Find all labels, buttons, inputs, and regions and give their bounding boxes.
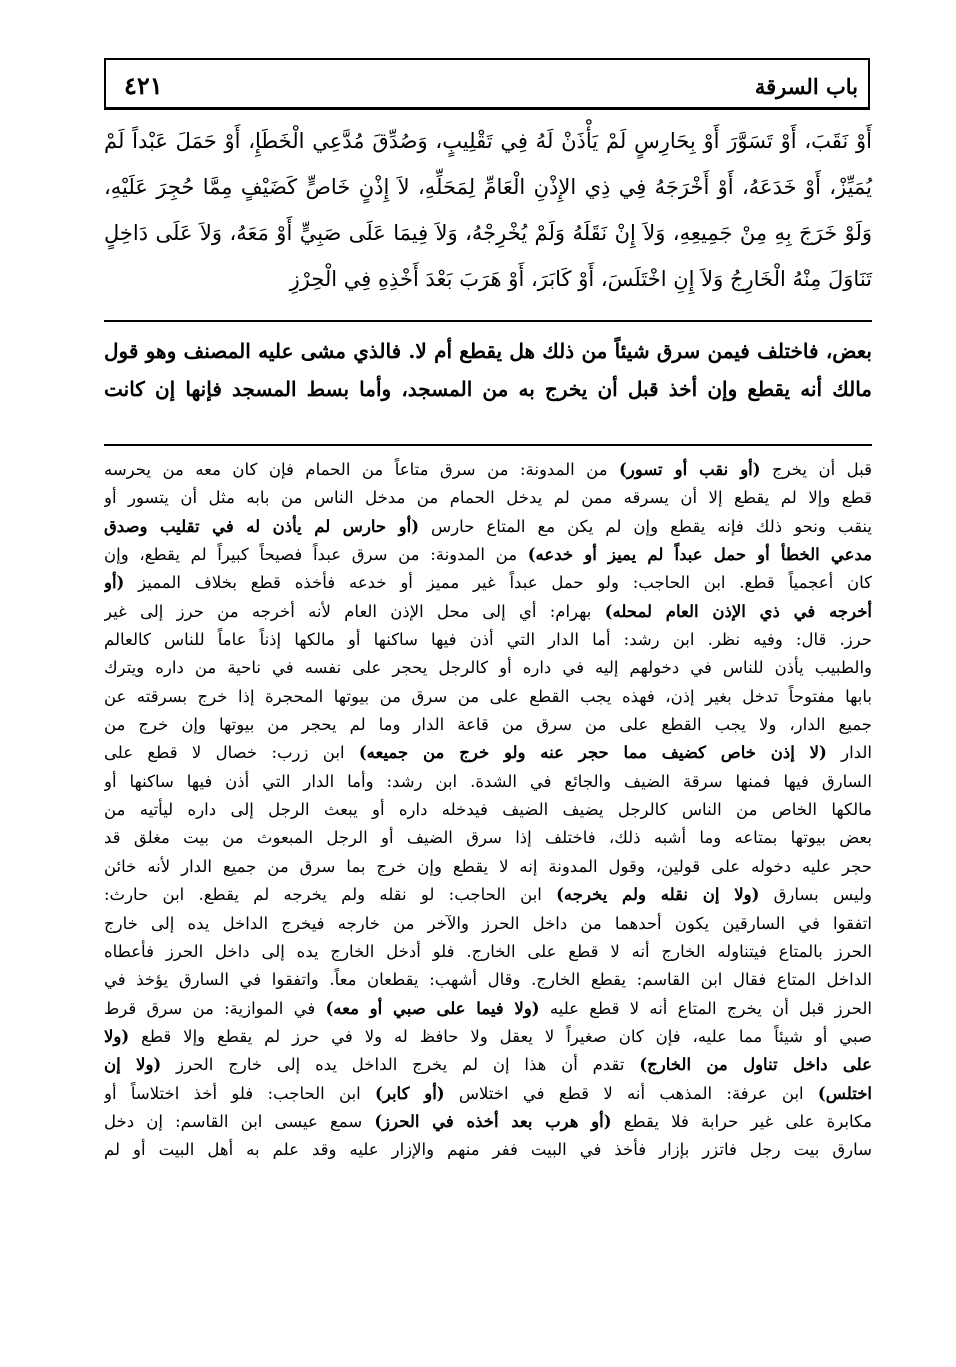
sharh-line: مالك أنه يقطع وإن أخذ قبل أن يخرج به من المسجد، وأما بسط المسجد فإنها إن كانت bbox=[104, 377, 872, 401]
matn-quote: أخرجه في ذي الإذن العام لمحله) bbox=[604, 601, 872, 621]
matn-quote: (أو نقب أو تسور) bbox=[619, 460, 761, 479]
commentary-segment: جميع الدار، ولا يجب القطع على من سرق من قاعة الدار وما لم يحجر من بيوتها وإن خرج من bbox=[104, 715, 872, 735]
hashiya-line bbox=[104, 1023, 872, 1051]
matn-quote: (ولا إن نقله ولم يخرجه) bbox=[556, 885, 760, 905]
matn-quote: (ولا فيما على صبي أو معه) bbox=[325, 998, 540, 1018]
commentary-segment: ينقب ونحو ذلك فإنه يقطع وإن لم يكن مع المتاع حارس bbox=[419, 516, 872, 536]
hashiya-line bbox=[104, 796, 872, 824]
commentary-segment: حرز. قال: وفيه نظر. ابن رشد: أما الدار التي أذن فيها ساكنها أو مالكها إذناً عاماً للناس كالعالم bbox=[104, 630, 872, 650]
hashiya-line bbox=[104, 1136, 872, 1164]
hashiya-line bbox=[104, 654, 872, 682]
hashiya-line bbox=[104, 910, 872, 938]
matn-quote: (ولا bbox=[104, 1026, 130, 1046]
hashiya-text bbox=[104, 456, 872, 1165]
matn-quote: (أو هرب بعد أخذه في الحرز) bbox=[374, 1111, 612, 1131]
matn-line: أَوْ نَقَبَ، أَوْ تَسَوَّرَ أَوْ بِحَارِسٍ لَمْ يَأْذَنْ لَهُ فِي تَقْلِيبٍ، وَصُدِّقَ مُدَّعِي الْخَطَإِ، أَوْ حَمَلَ عَبْداً لَمْ bbox=[104, 129, 872, 153]
commentary-segment: مالكها الخاص من الناس كالرجل يضيف الضيف فيدخله داره أو يبعث الرجل إلى داره ليأتيه من bbox=[104, 800, 872, 820]
matn-quote: (أو كابر) bbox=[375, 1083, 445, 1103]
hashiya-line bbox=[104, 768, 872, 796]
hashiya-line bbox=[104, 739, 872, 767]
matn-line: تَنَاوَلَ مِنْهُ الْخَارِجُ وَلاَ إِنِ اخْتَلَسَ، أَوْ كَابَرَ، أَوْ هَرَبَ بَعْدَ أَخْذِهِ فِي الْحِرْزِ bbox=[289, 267, 872, 291]
commentary-segment: حجر عليه دخوله على قولين، وقول المدونة إنه لا يقطع وإن خرج بما سرق من جميع الدار لأنه خائن bbox=[104, 856, 872, 876]
matn-quote: (ولا إن bbox=[104, 1055, 162, 1075]
hashiya-line bbox=[104, 881, 872, 909]
page-header bbox=[104, 58, 870, 110]
hashiya-line bbox=[104, 626, 872, 654]
commentary-segment: اتفقوا في السارقين يكون أحدهما من داخل الحرز والآخر من خارجه فيخرج الداخل يده إلى خارج bbox=[104, 913, 872, 933]
commentary-segment: صبي أو شيئاً مما عليه، فإن كان صغيراً لا يعقل ولا حافظ له ولا في حرز لم يقطع وإلا قطع bbox=[129, 1026, 872, 1046]
commentary-segment: في الموازية: من سرق قرط bbox=[104, 998, 326, 1018]
commentary-segment: الحرز بالمتاع فيتناوله الخارج أنه لا قطع على الخارج. فلو أدخل الخارج يده إلى داخل الحرز فأعطاه bbox=[104, 941, 872, 961]
page-number: ٤٢١ bbox=[124, 71, 163, 100]
commentary-segment: الداخل المتاع فقال ابن القاسم: يقطع الخارج. وقال أشهب: يقطعان معاً. واتفقوا في السارق يؤخذ في bbox=[104, 970, 872, 990]
hashiya-line bbox=[104, 966, 872, 994]
hashiya-line bbox=[104, 456, 872, 484]
commentary-segment: الدار bbox=[826, 743, 872, 763]
sharh-line: بعض، فاختلف فيمن سرق شيئاً من ذلك هل يقطع أم لا. فالذي مشى عليه المصنف وهو قول bbox=[104, 339, 872, 363]
chapter-title: باب السرقة bbox=[754, 74, 858, 99]
commentary-segment: الحرز قبل أن يخرج المتاع أنه لا قطع عليه bbox=[539, 998, 872, 1018]
commentary-segment: بعض بيوتها بمتاعه وما أشبه ذلك، فاختلف إذا سرق الضيف أو الرجل المبعوث من بيت مغلق قد bbox=[104, 828, 872, 848]
matn-quote: (لا إذن خاص كضيف مما حجر عنه ولو خرج من جميعه) bbox=[358, 743, 827, 763]
commentary-segment: كان أعجمياً قطع. ابن الحاجب: ولو حمل عبداً غير مميز أو خدعه فأخذه قطع بخلاف المميز bbox=[124, 573, 872, 593]
hashiya-line bbox=[104, 1108, 872, 1136]
commentary-segment: بابها مفتوحاً تدخل بغير إذن، فهذه يجب القطع على من سرق من بيوتها المحجرة إذا خرج بسرقته عن bbox=[104, 686, 872, 706]
hashiya-line bbox=[104, 541, 872, 569]
divider-bottom bbox=[104, 444, 872, 446]
hashiya-line bbox=[104, 995, 872, 1023]
commentary-segment: من المدونة: من سرق متاعاً من الحمام فإن كان معه من يحرسه bbox=[104, 460, 620, 479]
commentary-segment: ابن عرفة: المذهب أنه لا قطع في اختلاس bbox=[444, 1083, 818, 1103]
matn-quote: (أو bbox=[104, 573, 125, 593]
hashiya-line bbox=[104, 598, 872, 626]
commentary-segment: قطع وإلا لم يقطع إلا أن يسرقه ممن لم يدخل الحمام من مدخل الناس من بابه مثل أن يتسور أو bbox=[104, 488, 872, 508]
matn-line: وَلَوْ خَرَجَ بِهِ مِنْ جَمِيعِهِ، وَلاَ إِنْ نَقَلَهُ وَلَمْ يُخْرِجْهُ، وَلاَ فِيمَا عَلَى صَبِيٍّ أَوْ مَعَهُ، وَلاَ عَلَى دَاخِلٍ bbox=[104, 221, 872, 245]
matn-quote: اختلس) bbox=[817, 1083, 872, 1103]
hashiya-line bbox=[104, 1051, 872, 1079]
hashiya-line bbox=[104, 824, 872, 852]
matn-text bbox=[104, 118, 872, 302]
hashiya-line bbox=[104, 1080, 872, 1108]
commentary-segment: تقدم أن هذا إن لم يخرج الداخل يده إلى خارج الحرز bbox=[161, 1055, 640, 1075]
hashiya-line bbox=[104, 853, 872, 881]
commentary-segment: وليس بسارق bbox=[759, 885, 872, 905]
matn-quote: مدعي الخطأ أو حمل عبداً لم يميز أو خدعه) bbox=[527, 545, 872, 565]
hashiya-line bbox=[104, 513, 872, 541]
commentary-segment: بهرام: أي إلى محل الإذن العام لأنه أخرجه من حرز إلى غير bbox=[104, 601, 605, 621]
commentary-segment: ابن زرب: خصال لا قطع على bbox=[104, 743, 359, 763]
commentary-segment: السارق فيها فمنها سرقة الضيف والجائع في الشدة. ابن رشد: وأما الدار التي أذن فيها ساكنها أو bbox=[104, 771, 872, 791]
commentary-segment: من المدونة: من سرق عبداً فصيحاً كبيراً لم يقطع، وإن bbox=[104, 545, 528, 565]
hashiya-line bbox=[104, 569, 872, 597]
matn-quote: على داخل تناول من الخارج) bbox=[639, 1055, 872, 1075]
hashiya-line bbox=[104, 683, 872, 711]
commentary-segment: سارق بيت رجل فاتزر بإزار فأخذ في البيت ففر منهم والإزار عليه وقد علم به أهل البيت أو لم bbox=[104, 1140, 872, 1160]
matn-line: يُمَيِّزْ، أَوْ خَدَعَهُ، أَوْ أَخْرَجَهُ فِي ذِي الإِذْنِ الْعَامِّ لِمَحَلِّهِ، لاَ إِذْنٍ خَاصٍّ كَضَيْفٍ مِمَّا حُجِرَ عَلَيْهِ، bbox=[104, 175, 872, 199]
hashiya-line bbox=[104, 938, 872, 966]
commentary-segment: قبل أن يخرج bbox=[760, 460, 872, 479]
commentary-segment: مكابرة على غير حرابة فلا يقطع bbox=[611, 1111, 872, 1131]
divider-top bbox=[104, 320, 872, 322]
hashiya-line bbox=[104, 711, 872, 739]
hashiya-line bbox=[104, 484, 872, 512]
commentary-segment: ابن الحاجب: فلو أخذ اختلاساً أو bbox=[104, 1083, 376, 1103]
matn-quote: (أو حارس لم يأذن له في تقليب وصدق bbox=[104, 516, 420, 536]
commentary-segment: سمع عيسى ابن القاسم: إن دخل bbox=[104, 1111, 375, 1131]
sharh-text bbox=[104, 332, 872, 408]
commentary-segment: ابن الحاجب: لو نقله ولم يخرجه لم يقطع. ابن حارث: bbox=[104, 885, 557, 905]
commentary-segment: والطبيب يأذن للناس في دخولهم إليه في داره أو كالرجل يحجر على نفسه في ناحية من داره ويترك bbox=[104, 658, 872, 678]
